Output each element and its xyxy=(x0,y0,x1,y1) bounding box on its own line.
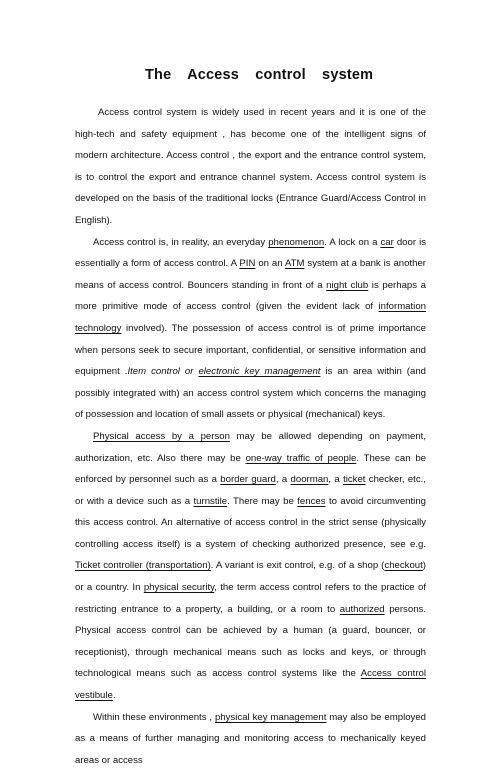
paragraph-physical-access: Physical access by a person may be allowed depending on payment, authorization, etc. Also there may be one-way traffic of people. These can be enforced by personnel such as a border guard, a doorman, a ticket checker, etc., or with a device such as a turnstile. There may be fences to avoid circumventing this access control. An alternative of access control in the strict sense (physically controlling access itself) is a system of checking authorized presence, see e.g. Ticket controller (transportation). A variant is exit control, e.g. of a shop (checkout) or a country. In physical security, the term access control refers to the practice of restricting entrance to a property, a building, or a room to authorized persons. Physical access control can be achieved by a human (a guard, bouncer, or receptionist), through mechanical means such as locks and keys, or through technological means such as access control systems like the Access control vestibule. xyxy=(75,430,426,702)
link-checkout[interactable]: checkout xyxy=(384,560,423,572)
link-turnstile[interactable]: turnstile xyxy=(193,495,228,507)
link-physical-security[interactable]: physical security xyxy=(143,582,215,594)
italic-item-control: Item control or xyxy=(127,366,199,378)
intro-text: Access control system is widely used in recent years and it is one of the high-tech and safety equipment , has become one of the intelligent signs of modern architecture. Access control , the export and the entrance control system, is to control the export and entrance channel system. Access control system is developed on the basis of the traditional locks (Entrance Guard/Access Control in English). xyxy=(75,107,426,226)
paragraph-intro xyxy=(75,102,426,232)
paragraph-everyday: Access control is, in reality, an everyday phenomenon. A lock on a car door is essentially a form of access control. A PIN on an ATM system at a bank is another means of access control. Bouncers standing in front of a night club is perhaps a more primitive mode of access control (given the evident lack of information technology involved). The possession of access control is of prime importance when persons seek to secure important, confidential, or sensitive information and equipment .Item control or electronic key management is an area within (and possibly integrated with) an access control system which concerns the managing of possession and location of small assets or physical (mechanical) keys. xyxy=(75,236,427,421)
link-physical-key-management[interactable]: physical key management xyxy=(215,711,327,723)
link-physical-access-by-person[interactable]: Physical access by a person xyxy=(93,430,230,442)
link-phenomenon[interactable]: phenomenon xyxy=(268,236,325,248)
link-night-club[interactable]: night club xyxy=(326,279,369,291)
paragraph-key-management: Within these environments , physical key management may also be employed as a means of further managing and monitoring access to mechanically keyed areas or access xyxy=(75,711,427,766)
link-access-control-vestibule[interactable]: Access control vestibule xyxy=(75,668,426,702)
link-doorman[interactable]: doorman xyxy=(290,474,329,486)
link-fences[interactable]: fences xyxy=(297,495,326,507)
link-authorized[interactable]: authorized xyxy=(339,603,385,615)
link-electronic-key-management[interactable]: electronic key management xyxy=(198,366,321,378)
link-car[interactable]: car xyxy=(380,236,394,248)
link-ticket[interactable]: ticket xyxy=(343,474,366,486)
link-ticket-controller[interactable]: Ticket controller (transportation) xyxy=(75,560,211,572)
page-title: The Access control system xyxy=(145,67,374,83)
link-atm[interactable]: ATM xyxy=(284,258,305,270)
link-pin[interactable]: PIN xyxy=(239,258,256,270)
link-one-way-traffic[interactable]: one-way traffic of people xyxy=(245,452,357,464)
link-information-technology[interactable]: information technology xyxy=(75,301,426,334)
link-border-guard[interactable]: border guard xyxy=(220,474,276,486)
